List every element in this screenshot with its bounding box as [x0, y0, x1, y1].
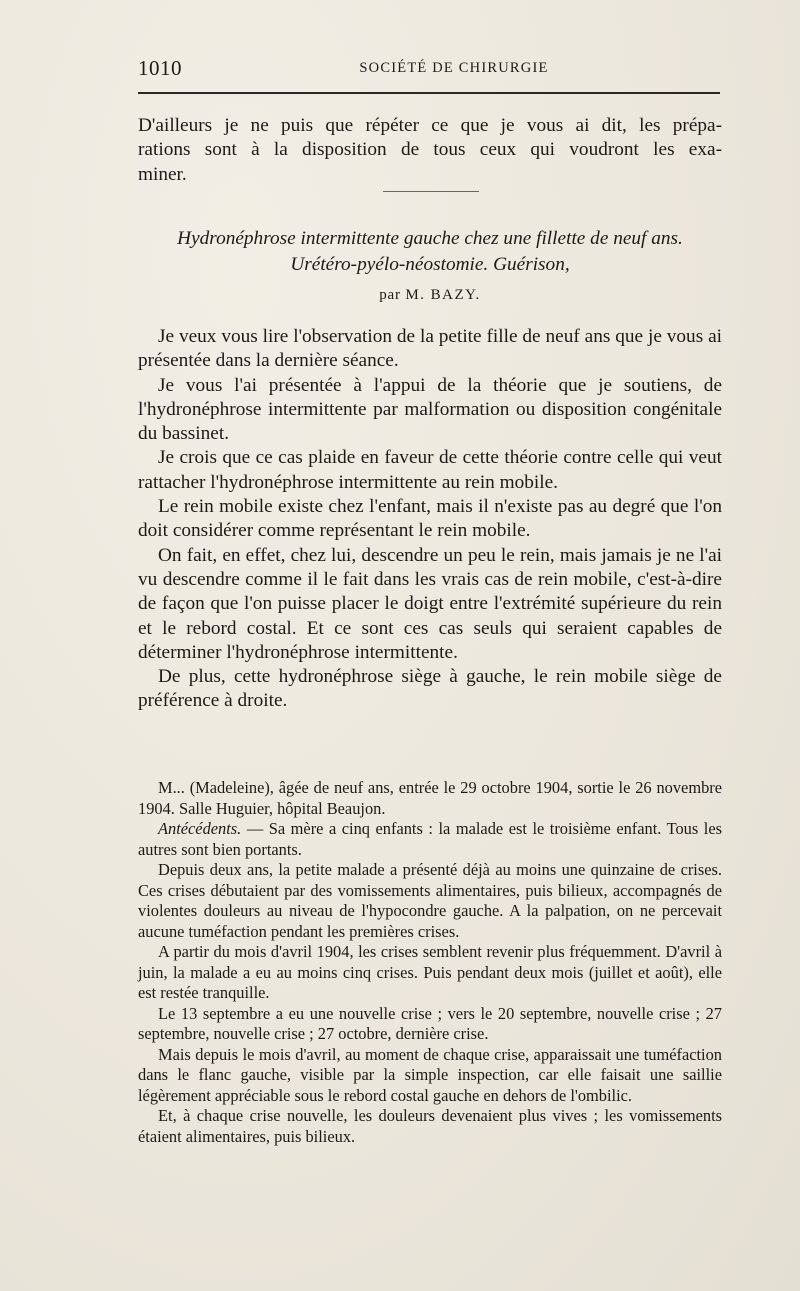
section-separator	[383, 191, 479, 192]
antecedents-label: Antécédents.	[158, 819, 242, 838]
body-paragraph: Je vous l'ai présentée à l'appui de la théorie que je soutiens, de l'hydronéphrose intermittente par malformation ou disposition congénitale du bassinet.	[138, 374, 722, 445]
article-subtitle-line: Urétéro-pyélo-néostomie. Guérison,	[290, 254, 570, 275]
observation-paragraph: Mais depuis le mois d'avril, au moment de chaque crise, apparaissait une tuméfaction dans le flanc gauche, visible par la simple inspection, car elle faisait une saillie légèrement appréciable sous le rebord costal gauche en dehors de l'ombilic.	[138, 1044, 722, 1105]
article-title	[138, 226, 722, 278]
observation-text	[138, 778, 722, 1147]
observation-paragraph	[138, 819, 722, 860]
observation-paragraph: Depuis deux ans, la petite malade a présenté déjà au moins une quinzaine de crises. Ces crises débutaient par des vomissements alimentaires, puis bilieux, accompagnés de violentes douleurs au niveau de l'hypocondre gauche. A la palpation, on ne percevait aucune tuméfaction pendant les premières crises.	[138, 860, 722, 941]
observation-paragraph: Le 13 septembre a eu une nouvelle crise ; vers le 20 septembre, nouvelle crise ; 27 septembre, nouvelle crise ; 27 octobre, dernière crise.	[138, 1003, 722, 1043]
body-text	[138, 325, 722, 714]
body-paragraph: On fait, en effet, chez lui, descendre un peu le rein, mais jamais je ne l'ai vu descendre comme il le fait dans les vrais cas de rein mobile, c'est-à-dire de façon que l'on puisse placer le doigt entre l'extrémité supérieure du rein et le rebord costal. Et ce sont ces cas seuls qui seraient capables de déterminer l'hydronéphrose intermittente.	[138, 544, 722, 663]
intro-line: miner.	[138, 163, 187, 185]
body-paragraph: Le rein mobile existe chez l'enfant, mais il n'existe pas au degré que l'on doit considérer comme représentant le rein mobile.	[138, 496, 722, 542]
header-rule	[138, 92, 720, 94]
article-author	[138, 287, 722, 304]
intro-line: rations sont à la disposition de tous ceux qui voudront les exa-	[138, 139, 722, 161]
running-head: SOCIÉTÉ DE CHIRURGIE	[359, 60, 549, 76]
observation-paragraph: M... (Madeleine), âgée de neuf ans, entrée le 29 octobre 1904, sortie le 26 novembre 1904. Salle Huguier, hôpital Beaujon.	[138, 778, 722, 818]
antecedents-text: — Sa mère a cinq enfants : la malade est le troisième enfant. Tous les autres sont bien portants.	[138, 819, 722, 859]
page-number: 1010	[138, 56, 182, 80]
page-header	[138, 54, 720, 84]
body-paragraph: Je veux vous lire l'observation de la petite fille de neuf ans que je vous ai présentée dans la dernière séance.	[138, 326, 722, 372]
body-paragraph: De plus, cette hydronéphrose siège à gauche, le rein mobile siège de préférence à droite.	[138, 666, 722, 712]
author-name: M. BAZY.	[405, 287, 481, 303]
article-title-line: Hydronéphrose intermittente gauche chez une fillette de neuf ans.	[177, 228, 683, 249]
intro-paragraph	[138, 114, 722, 187]
observation-paragraph: Et, à chaque crise nouvelle, les douleurs devenaient plus vives ; les vomissements étaient alimentaires, puis bilieux.	[138, 1106, 722, 1146]
body-paragraph: Je crois que ce cas plaide en faveur de cette théorie contre celle qui veut rattacher l'hydronéphrose intermittente au rein mobile.	[138, 447, 722, 493]
intro-line: D'ailleurs je ne puis que répéter ce que je vous ai dit, les prépa-	[138, 115, 722, 136]
author-prefix: par	[379, 287, 401, 303]
observation-paragraph: A partir du mois d'avril 1904, les crises semblent revenir plus fréquemment. D'avril à juin, la malade a eu au moins cinq crises. Puis pendant deux mois (juillet et août), elle est restée tranquille.	[138, 942, 722, 1002]
